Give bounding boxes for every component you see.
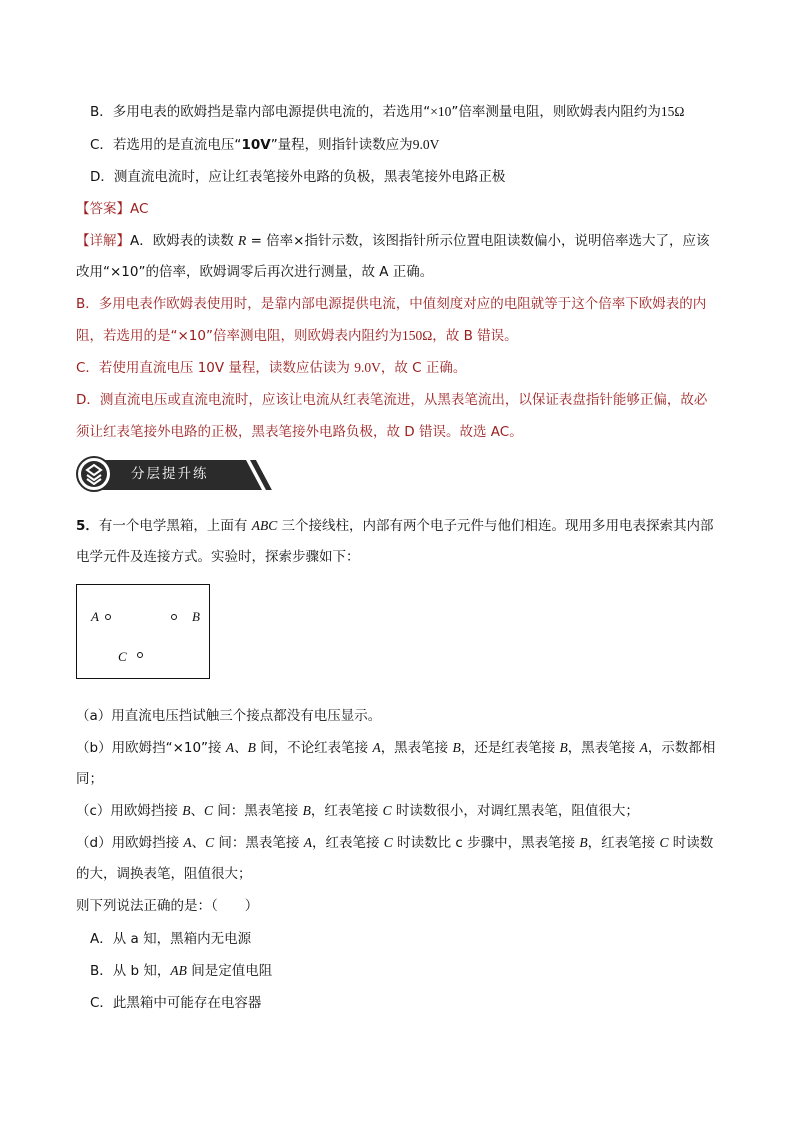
- step-d-line-2: 的大，调换表笔，阻值很大；: [76, 866, 252, 882]
- terminal-c-label: C: [118, 649, 127, 664]
- explain-line-6: D．测直流电压或直流电流时，应该让电流从红表笔流进，从黑表笔流出，以保证表盘指针能够正偏，故必: [76, 392, 708, 408]
- explain-line-7: 须让红表笔接外电路的正极，黑表笔接外电路负极，故 D 错误。故选 AC。: [76, 424, 523, 440]
- explain-line-3: B．多用电表作欧姆表使用时，是靠内部电源提供电流，中值刻度对应的电阻就等于这个倍率下欧姆表的内: [76, 296, 707, 312]
- step-b-line-1: （b）用欧姆挡“×10”接 A、B 间，不论红表笔接 A，黑表笔接 B，还是红表笔接 B，黑表笔接 A，示数都相: [76, 740, 716, 756]
- option-letter: B．: [90, 104, 113, 120]
- option-c-prev: C．若选用的是直流电压“10V”量程，则指针读数应为9.0V: [90, 137, 440, 153]
- option-a[interactable]: A．从 a 知，黑箱内无电源: [90, 931, 252, 947]
- q5-line-1: 5．有一个电学黑箱，上面有 ABC 三个接线柱，内部有两个电子元件与他们相连。现用多用电表探索其内部: [76, 518, 714, 534]
- step-c: （c）用欧姆挡接 B、C 间：黑表笔接 B，红表笔接 C 时读数很小，对调红黑表笔，阻值很大；: [76, 803, 639, 819]
- section-title: 分层提升练: [131, 466, 209, 482]
- question-prompt: 则下列说法正确的是：（ ）: [76, 898, 259, 914]
- terminal-a-dot: [105, 614, 111, 620]
- black-box-diagram: [76, 584, 210, 679]
- explain-line-4: 阻，若选用的是“×10”倍率测电阻，则欧姆表内阻约为150Ω，故 B 错误。: [76, 328, 518, 344]
- terminal-b-label: B: [192, 609, 200, 624]
- option-d-prev: D．测直流电流时，应让红表笔接外电路的负极，黑表笔接外电路正极: [90, 169, 506, 185]
- option-c[interactable]: C．此黑箱中可能存在电容器: [90, 995, 262, 1011]
- option-b-prev: B．多用电表的欧姆挡是靠内部电源提供电流的，若选用“×10”倍率测量电阻，则欧姆表内阻约为15Ω: [90, 104, 685, 120]
- explain-line-2: 改用“×10”的倍率，欧姆调零后再次进行测量，故 A 正确。: [76, 264, 434, 280]
- terminal-b-dot: [171, 614, 177, 620]
- terminal-c-dot: [137, 652, 143, 658]
- q5-line-2: 电学元件及连接方式。实验时，探索步骤如下：: [76, 549, 360, 565]
- step-a: （a）用直流电压挡试触三个接点都没有电压显示。: [76, 708, 382, 724]
- explain-line-1: 【详解】A．欧姆表的读数 R = 倍率×指针示数，该图指针所示位置电阻读数偏小，说明倍率选大了，应该: [76, 233, 710, 249]
- explain-line-5: C．若使用直流电压 10V 量程，读数应估读为 9.0V，故 C 正确。: [76, 360, 467, 376]
- step-b-line-2: 同；: [76, 771, 103, 787]
- step-d-line-1: （d）用欧姆挡接 A、C 间：黑表笔接 A，红表笔接 C 时读数比 c 步骤中，黑表笔接 B，红表笔接 C 时读数: [76, 835, 714, 851]
- terminal-a-label: A: [91, 609, 99, 624]
- option-b[interactable]: B．从 b 知，AB 间是定值电阻: [90, 963, 273, 979]
- answer-line: 【答案】AC: [76, 201, 149, 217]
